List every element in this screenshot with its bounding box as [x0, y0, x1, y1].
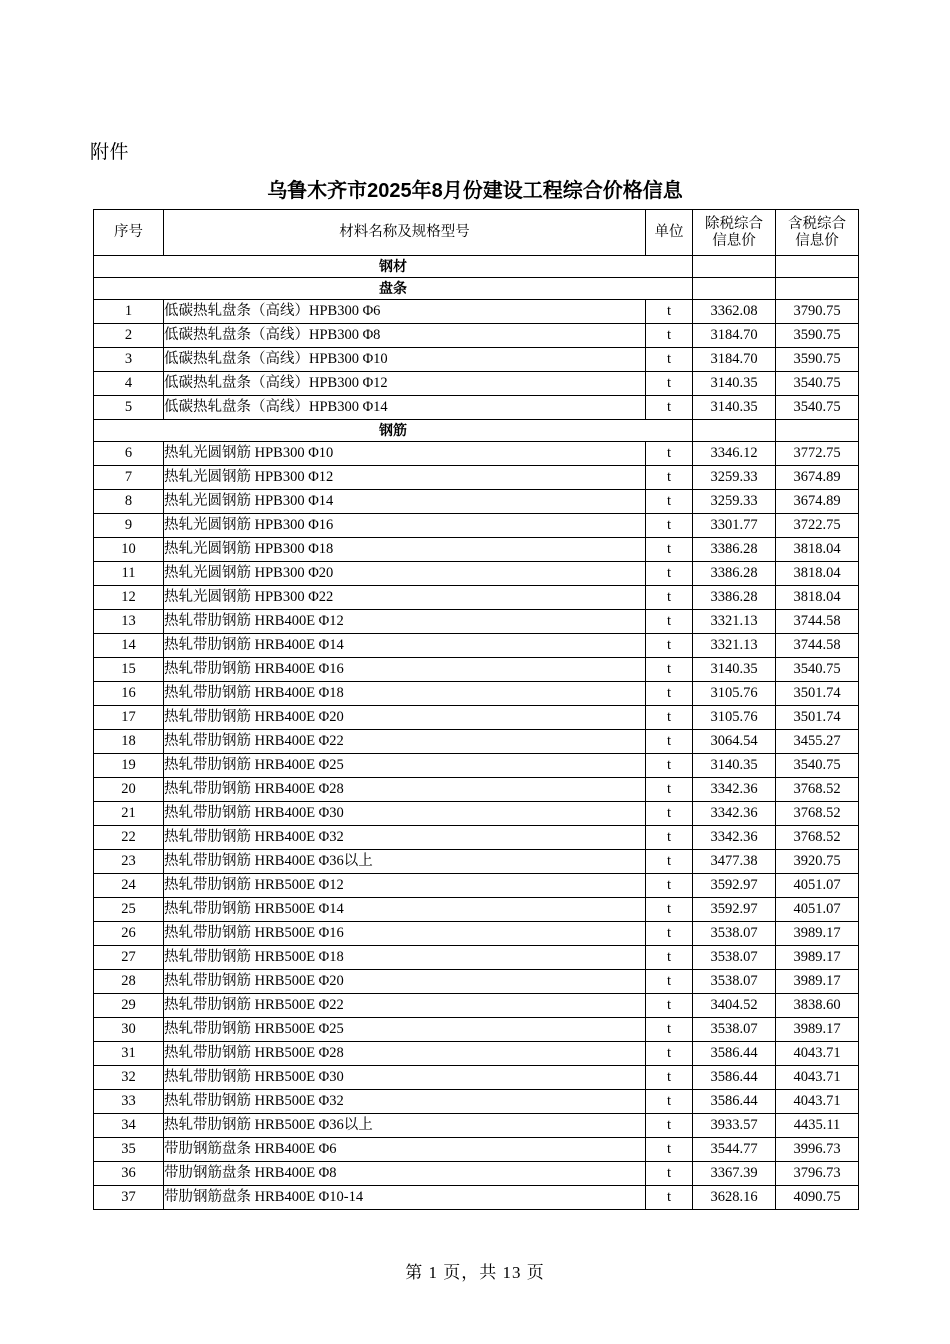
cell-price-excluding-tax: 3538.07 — [693, 922, 776, 946]
cell-index: 34 — [94, 1114, 164, 1138]
cell-material-name: 热轧带肋钢筋 HRB400E Φ28 — [164, 778, 646, 802]
cell-price-excluding-tax: 3140.35 — [693, 754, 776, 778]
cell-price-including-tax: 3744.58 — [776, 634, 859, 658]
cell-material-name: 热轧带肋钢筋 HRB500E Φ12 — [164, 874, 646, 898]
table-row — [94, 658, 859, 682]
cell-unit: t — [646, 1090, 693, 1114]
cell-price-excluding-tax: 3386.28 — [693, 562, 776, 586]
cell-price-excluding-tax: 3342.36 — [693, 826, 776, 850]
cell-material-name: 热轧带肋钢筋 HRB500E Φ16 — [164, 922, 646, 946]
cell-price-excluding-tax: 3586.44 — [693, 1066, 776, 1090]
cell-material-name: 热轧带肋钢筋 HRB500E Φ18 — [164, 946, 646, 970]
cell-price-excluding-tax: 3592.97 — [693, 874, 776, 898]
cell-unit: t — [646, 922, 693, 946]
cell-price-excluding-tax: 3105.76 — [693, 706, 776, 730]
cell-unit: t — [646, 396, 693, 420]
cell-price-including-tax: 3501.74 — [776, 682, 859, 706]
cell-price-including-tax: 3722.75 — [776, 514, 859, 538]
cell-price-including-tax: 3590.75 — [776, 348, 859, 372]
column-header-index: 序号 — [94, 210, 164, 256]
cell-price-including-tax: 3920.75 — [776, 850, 859, 874]
cell-price-including-tax: 3540.75 — [776, 372, 859, 396]
cell-material-name: 热轧光圆钢筋 HPB300 Φ22 — [164, 586, 646, 610]
table-row — [94, 538, 859, 562]
cell-index: 37 — [94, 1186, 164, 1210]
cell-index: 36 — [94, 1162, 164, 1186]
cell-material-name: 带肋钢筋盘条 HRB400E Φ10-14 — [164, 1186, 646, 1210]
cell-unit: t — [646, 898, 693, 922]
cell-material-name: 热轧带肋钢筋 HRB400E Φ25 — [164, 754, 646, 778]
cell-price-including-tax: 3772.75 — [776, 442, 859, 466]
cell-unit: t — [646, 706, 693, 730]
cell-price-including-tax: 4043.71 — [776, 1042, 859, 1066]
table-row — [94, 850, 859, 874]
cell-price-excluding-tax: 3064.54 — [693, 730, 776, 754]
cell-price-including-tax: 3818.04 — [776, 538, 859, 562]
cell-material-name: 热轧带肋钢筋 HRB400E Φ16 — [164, 658, 646, 682]
cell-index: 17 — [94, 706, 164, 730]
cell-price-excluding-tax: 3140.35 — [693, 658, 776, 682]
cell-unit: t — [646, 730, 693, 754]
cell-unit: t — [646, 634, 693, 658]
table-row — [94, 706, 859, 730]
cell-price-excluding-tax: 3538.07 — [693, 1018, 776, 1042]
table-row — [94, 324, 859, 348]
cell-unit: t — [646, 490, 693, 514]
table-row — [94, 610, 859, 634]
cell-price-excluding-tax: 3342.36 — [693, 778, 776, 802]
cell-material-name: 热轧光圆钢筋 HPB300 Φ14 — [164, 490, 646, 514]
cell-unit: t — [646, 682, 693, 706]
price-table-container — [93, 209, 858, 1210]
cell-material-name: 低碳热轧盘条（高线）HPB300 Φ12 — [164, 372, 646, 396]
table-row — [94, 372, 859, 396]
cell-price-including-tax: 3674.89 — [776, 490, 859, 514]
table-row — [94, 1138, 859, 1162]
cell-material-name: 热轧带肋钢筋 HRB400E Φ14 — [164, 634, 646, 658]
cell-index: 29 — [94, 994, 164, 1018]
cell-index: 23 — [94, 850, 164, 874]
cell-material-name: 热轧带肋钢筋 HRB500E Φ22 — [164, 994, 646, 1018]
cell-price-including-tax: 3540.75 — [776, 396, 859, 420]
cell-price-including-tax: 3838.60 — [776, 994, 859, 1018]
table-row — [94, 922, 859, 946]
column-header-price-excluding-tax-line1: 除税综合 — [705, 215, 763, 232]
table-header-row — [94, 210, 859, 256]
cell-price-including-tax: 3674.89 — [776, 466, 859, 490]
table-row — [94, 1186, 859, 1210]
cell-unit: t — [646, 300, 693, 324]
section-blank-cell-price-including-tax — [776, 256, 859, 278]
cell-index: 7 — [94, 466, 164, 490]
cell-unit: t — [646, 538, 693, 562]
cell-index: 15 — [94, 658, 164, 682]
cell-unit: t — [646, 514, 693, 538]
cell-unit: t — [646, 1186, 693, 1210]
table-section-row — [94, 278, 859, 300]
cell-price-excluding-tax: 3105.76 — [693, 682, 776, 706]
column-header-material: 材料名称及规格型号 — [164, 210, 646, 256]
cell-material-name: 热轧带肋钢筋 HRB400E Φ18 — [164, 682, 646, 706]
table-row — [94, 682, 859, 706]
page-title: 乌鲁木齐市2025年8月份建设工程综合价格信息 — [267, 180, 683, 202]
cell-index: 4 — [94, 372, 164, 396]
cell-unit: t — [646, 802, 693, 826]
cell-index: 28 — [94, 970, 164, 994]
table-row — [94, 826, 859, 850]
cell-material-name: 热轧带肋钢筋 HRB500E Φ28 — [164, 1042, 646, 1066]
cell-price-including-tax: 4090.75 — [776, 1186, 859, 1210]
cell-index: 18 — [94, 730, 164, 754]
table-row — [94, 730, 859, 754]
cell-material-name: 热轧光圆钢筋 HPB300 Φ18 — [164, 538, 646, 562]
table-row — [94, 586, 859, 610]
cell-price-excluding-tax: 3321.13 — [693, 634, 776, 658]
cell-material-name: 低碳热轧盘条（高线）HPB300 Φ10 — [164, 348, 646, 372]
cell-index: 12 — [94, 586, 164, 610]
table-header — [94, 210, 859, 256]
cell-price-excluding-tax: 3628.16 — [693, 1186, 776, 1210]
column-header-price-including-tax-line1: 含税综合 — [788, 215, 846, 232]
cell-price-excluding-tax: 3362.08 — [693, 300, 776, 324]
cell-unit: t — [646, 610, 693, 634]
page-footer: 第 1 页，共 13 页 — [405, 1263, 545, 1282]
cell-index: 24 — [94, 874, 164, 898]
cell-price-including-tax: 4043.71 — [776, 1066, 859, 1090]
cell-unit: t — [646, 946, 693, 970]
cell-unit: t — [646, 1066, 693, 1090]
cell-price-excluding-tax: 3301.77 — [693, 514, 776, 538]
cell-price-excluding-tax: 3386.28 — [693, 586, 776, 610]
section-blank-cell-price-including-tax — [776, 278, 859, 300]
column-header-price-including-tax-line2: 信息价 — [795, 232, 839, 249]
cell-material-name: 热轧带肋钢筋 HRB400E Φ20 — [164, 706, 646, 730]
cell-index: 5 — [94, 396, 164, 420]
table-row — [94, 514, 859, 538]
attachment-label: 附件 — [90, 142, 130, 163]
cell-material-name: 低碳热轧盘条（高线）HPB300 Φ8 — [164, 324, 646, 348]
column-header-price-including-tax — [776, 210, 859, 256]
cell-index: 26 — [94, 922, 164, 946]
table-row — [94, 946, 859, 970]
table-row — [94, 970, 859, 994]
cell-price-including-tax: 3818.04 — [776, 562, 859, 586]
table-row — [94, 1018, 859, 1042]
cell-price-excluding-tax: 3592.97 — [693, 898, 776, 922]
cell-price-including-tax: 4043.71 — [776, 1090, 859, 1114]
cell-price-including-tax: 4435.11 — [776, 1114, 859, 1138]
cell-material-name: 热轧带肋钢筋 HRB400E Φ36以上 — [164, 850, 646, 874]
cell-index: 16 — [94, 682, 164, 706]
cell-material-name: 热轧带肋钢筋 HRB500E Φ14 — [164, 898, 646, 922]
cell-price-excluding-tax: 3140.35 — [693, 396, 776, 420]
cell-price-including-tax: 3590.75 — [776, 324, 859, 348]
cell-price-excluding-tax: 3386.28 — [693, 538, 776, 562]
cell-price-including-tax: 3989.17 — [776, 970, 859, 994]
cell-unit: t — [646, 1138, 693, 1162]
cell-price-including-tax: 3455.27 — [776, 730, 859, 754]
table-row — [94, 1114, 859, 1138]
cell-unit: t — [646, 850, 693, 874]
cell-price-including-tax: 3768.52 — [776, 802, 859, 826]
cell-price-excluding-tax: 3367.39 — [693, 1162, 776, 1186]
cell-index: 8 — [94, 490, 164, 514]
column-header-price-excluding-tax-line2: 信息价 — [712, 232, 756, 249]
cell-index: 10 — [94, 538, 164, 562]
cell-unit: t — [646, 970, 693, 994]
table-row — [94, 562, 859, 586]
table-row — [94, 348, 859, 372]
cell-material-name: 热轧带肋钢筋 HRB500E Φ36以上 — [164, 1114, 646, 1138]
cell-material-name: 低碳热轧盘条（高线）HPB300 Φ14 — [164, 396, 646, 420]
cell-price-including-tax: 3768.52 — [776, 826, 859, 850]
cell-price-excluding-tax: 3404.52 — [693, 994, 776, 1018]
table-row — [94, 994, 859, 1018]
cell-price-including-tax: 4051.07 — [776, 898, 859, 922]
table-row — [94, 898, 859, 922]
cell-price-excluding-tax: 3342.36 — [693, 802, 776, 826]
cell-price-excluding-tax: 3259.33 — [693, 490, 776, 514]
cell-index: 30 — [94, 1018, 164, 1042]
cell-price-including-tax: 3989.17 — [776, 1018, 859, 1042]
table-body — [94, 256, 859, 1210]
table-row — [94, 396, 859, 420]
cell-unit: t — [646, 1042, 693, 1066]
cell-price-excluding-tax: 3933.57 — [693, 1114, 776, 1138]
cell-index: 25 — [94, 898, 164, 922]
cell-material-name: 带肋钢筋盘条 HRB400E Φ8 — [164, 1162, 646, 1186]
cell-index: 32 — [94, 1066, 164, 1090]
cell-price-excluding-tax: 3477.38 — [693, 850, 776, 874]
cell-index: 33 — [94, 1090, 164, 1114]
cell-material-name: 热轧带肋钢筋 HRB500E Φ20 — [164, 970, 646, 994]
cell-price-excluding-tax: 3586.44 — [693, 1090, 776, 1114]
cell-price-including-tax: 3989.17 — [776, 922, 859, 946]
table-section-row — [94, 256, 859, 278]
column-header-price-excluding-tax — [693, 210, 776, 256]
cell-price-including-tax: 3540.75 — [776, 658, 859, 682]
cell-unit: t — [646, 874, 693, 898]
cell-price-excluding-tax: 3321.13 — [693, 610, 776, 634]
cell-unit: t — [646, 562, 693, 586]
cell-price-including-tax: 3796.73 — [776, 1162, 859, 1186]
table-section-row — [94, 420, 859, 442]
cell-index: 27 — [94, 946, 164, 970]
cell-unit: t — [646, 778, 693, 802]
table-row — [94, 442, 859, 466]
cell-price-including-tax: 3744.58 — [776, 610, 859, 634]
cell-index: 3 — [94, 348, 164, 372]
cell-unit: t — [646, 1162, 693, 1186]
cell-material-name: 热轧光圆钢筋 HPB300 Φ16 — [164, 514, 646, 538]
cell-price-excluding-tax: 3544.77 — [693, 1138, 776, 1162]
table-row — [94, 874, 859, 898]
price-table — [93, 209, 859, 1210]
table-row — [94, 802, 859, 826]
cell-index: 20 — [94, 778, 164, 802]
cell-price-excluding-tax: 3259.33 — [693, 466, 776, 490]
cell-index: 6 — [94, 442, 164, 466]
cell-index: 35 — [94, 1138, 164, 1162]
table-row — [94, 1042, 859, 1066]
cell-price-excluding-tax: 3538.07 — [693, 970, 776, 994]
cell-material-name: 热轧带肋钢筋 HRB500E Φ30 — [164, 1066, 646, 1090]
cell-price-excluding-tax: 3184.70 — [693, 348, 776, 372]
cell-unit: t — [646, 826, 693, 850]
cell-price-excluding-tax: 3140.35 — [693, 372, 776, 396]
cell-material-name: 带肋钢筋盘条 HRB400E Φ6 — [164, 1138, 646, 1162]
cell-index: 31 — [94, 1042, 164, 1066]
cell-material-name: 热轧带肋钢筋 HRB400E Φ30 — [164, 802, 646, 826]
section-blank-cell-price-excluding-tax — [693, 278, 776, 300]
table-row — [94, 300, 859, 324]
cell-price-including-tax: 3989.17 — [776, 946, 859, 970]
cell-index: 22 — [94, 826, 164, 850]
cell-unit: t — [646, 1114, 693, 1138]
cell-material-name: 热轧带肋钢筋 HRB500E Φ32 — [164, 1090, 646, 1114]
cell-price-including-tax: 3540.75 — [776, 754, 859, 778]
cell-index: 19 — [94, 754, 164, 778]
cell-price-including-tax: 4051.07 — [776, 874, 859, 898]
cell-material-name: 热轧带肋钢筋 HRB400E Φ12 — [164, 610, 646, 634]
cell-unit: t — [646, 658, 693, 682]
section-blank-cell-price-excluding-tax — [693, 256, 776, 278]
table-row — [94, 1090, 859, 1114]
table-row — [94, 1162, 859, 1186]
column-header-unit: 单位 — [646, 210, 693, 256]
table-row — [94, 754, 859, 778]
section-blank-cell-price-including-tax — [776, 420, 859, 442]
table-row — [94, 466, 859, 490]
cell-unit: t — [646, 1018, 693, 1042]
cell-unit: t — [646, 324, 693, 348]
cell-index: 13 — [94, 610, 164, 634]
table-row — [94, 778, 859, 802]
cell-price-including-tax: 3996.73 — [776, 1138, 859, 1162]
cell-unit: t — [646, 994, 693, 1018]
cell-unit: t — [646, 754, 693, 778]
cell-index: 9 — [94, 514, 164, 538]
cell-index: 1 — [94, 300, 164, 324]
cell-price-excluding-tax: 3346.12 — [693, 442, 776, 466]
cell-unit: t — [646, 372, 693, 396]
cell-index: 14 — [94, 634, 164, 658]
cell-unit: t — [646, 586, 693, 610]
cell-price-excluding-tax: 3184.70 — [693, 324, 776, 348]
cell-material-name: 热轧光圆钢筋 HPB300 Φ12 — [164, 466, 646, 490]
cell-material-name: 热轧带肋钢筋 HRB400E Φ32 — [164, 826, 646, 850]
cell-price-excluding-tax: 3538.07 — [693, 946, 776, 970]
cell-unit: t — [646, 466, 693, 490]
cell-material-name: 热轧光圆钢筋 HPB300 Φ10 — [164, 442, 646, 466]
cell-material-name: 热轧带肋钢筋 HRB400E Φ22 — [164, 730, 646, 754]
cell-index: 2 — [94, 324, 164, 348]
cell-price-including-tax: 3818.04 — [776, 586, 859, 610]
cell-material-name: 热轧带肋钢筋 HRB500E Φ25 — [164, 1018, 646, 1042]
cell-material-name: 低碳热轧盘条（高线）HPB300 Φ6 — [164, 300, 646, 324]
cell-price-including-tax: 3790.75 — [776, 300, 859, 324]
cell-material-name: 热轧光圆钢筋 HPB300 Φ20 — [164, 562, 646, 586]
section-label: 钢筋 — [94, 420, 693, 442]
table-row — [94, 1066, 859, 1090]
cell-price-including-tax: 3501.74 — [776, 706, 859, 730]
table-row — [94, 634, 859, 658]
section-label: 盘条 — [94, 278, 693, 300]
cell-index: 21 — [94, 802, 164, 826]
section-blank-cell-price-excluding-tax — [693, 420, 776, 442]
table-row — [94, 490, 859, 514]
cell-price-including-tax: 3768.52 — [776, 778, 859, 802]
cell-index: 11 — [94, 562, 164, 586]
cell-unit: t — [646, 442, 693, 466]
cell-unit: t — [646, 348, 693, 372]
cell-price-excluding-tax: 3586.44 — [693, 1042, 776, 1066]
section-label: 钢材 — [94, 256, 693, 278]
